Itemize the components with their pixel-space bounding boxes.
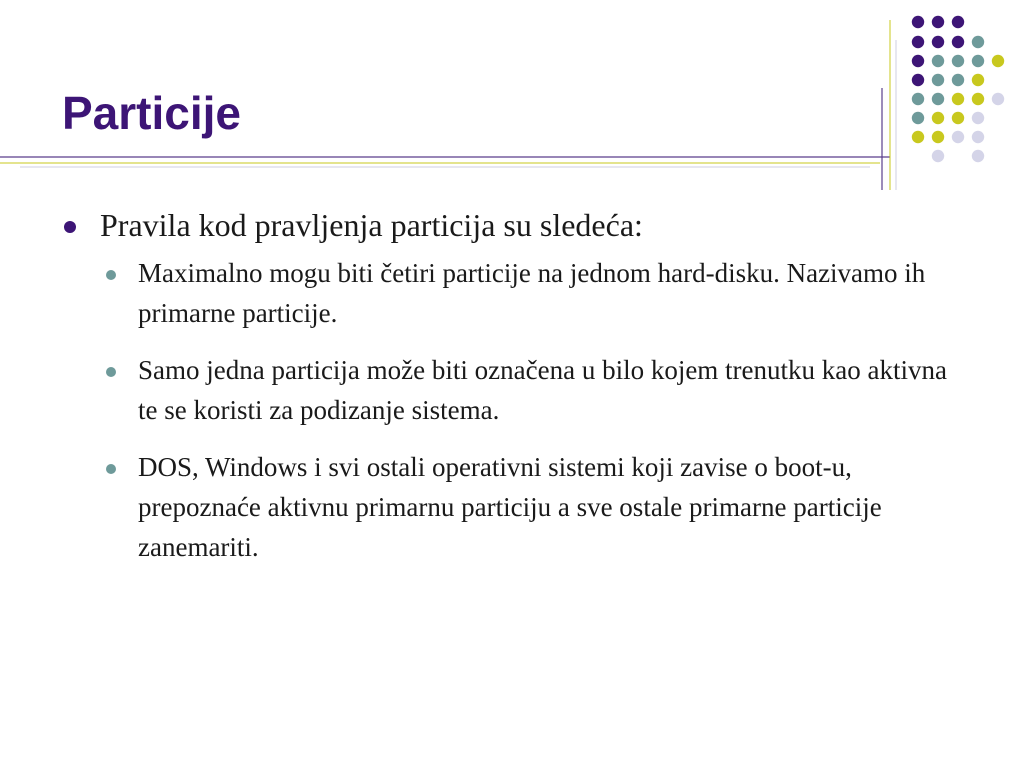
dot — [952, 55, 964, 67]
main-bullet-text: Pravila kod pravljenja particija su sledeća: — [100, 207, 643, 243]
sub-bullet-dot-icon — [106, 464, 116, 474]
dot — [932, 74, 944, 86]
sub-bullet-text: DOS, Windows i svi ostali operativni sistemi koji zavise o boot-u, prepoznaće aktivnu primarnu particiju a sve ostale primarne particije zanemariti. — [138, 452, 882, 562]
dot — [912, 16, 924, 28]
slide-content — [62, 205, 962, 584]
dot — [912, 55, 924, 67]
dot — [992, 93, 1004, 105]
dot — [932, 93, 944, 105]
slide-title: Particije — [62, 87, 241, 139]
sub-bullet — [100, 447, 962, 567]
dot — [972, 150, 984, 162]
sub-bullet-text: Samo jedna particija može biti označena u bilo kojem trenutku kao aktivna te se koristi za podizanje sistema. — [138, 355, 947, 425]
main-bullet — [62, 205, 962, 245]
dot — [952, 112, 964, 124]
sub-bullet-list — [62, 253, 962, 567]
sub-bullet-text: Maximalno mogu biti četiri particije na jednom hard-disku. Nazivamo ih primarne particije. — [138, 258, 926, 328]
dot — [932, 112, 944, 124]
dot — [912, 112, 924, 124]
dot — [972, 36, 984, 48]
dot — [932, 131, 944, 143]
dot — [912, 93, 924, 105]
dot — [932, 150, 944, 162]
sub-bullet — [100, 350, 962, 430]
dot — [912, 36, 924, 48]
dot — [992, 55, 1004, 67]
bullet-dot-icon — [64, 221, 76, 233]
dot — [952, 74, 964, 86]
dot — [972, 93, 984, 105]
dot — [972, 131, 984, 143]
sub-bullet-dot-icon — [106, 270, 116, 280]
dot — [952, 36, 964, 48]
dot — [912, 74, 924, 86]
sub-bullet — [100, 253, 962, 333]
dot — [972, 74, 984, 86]
dot — [952, 16, 964, 28]
sub-bullet-dot-icon — [106, 367, 116, 377]
dot — [932, 16, 944, 28]
dot — [932, 36, 944, 48]
dot — [952, 131, 964, 143]
dot — [952, 93, 964, 105]
dot — [972, 55, 984, 67]
dot — [972, 112, 984, 124]
dot — [912, 131, 924, 143]
dot — [932, 55, 944, 67]
